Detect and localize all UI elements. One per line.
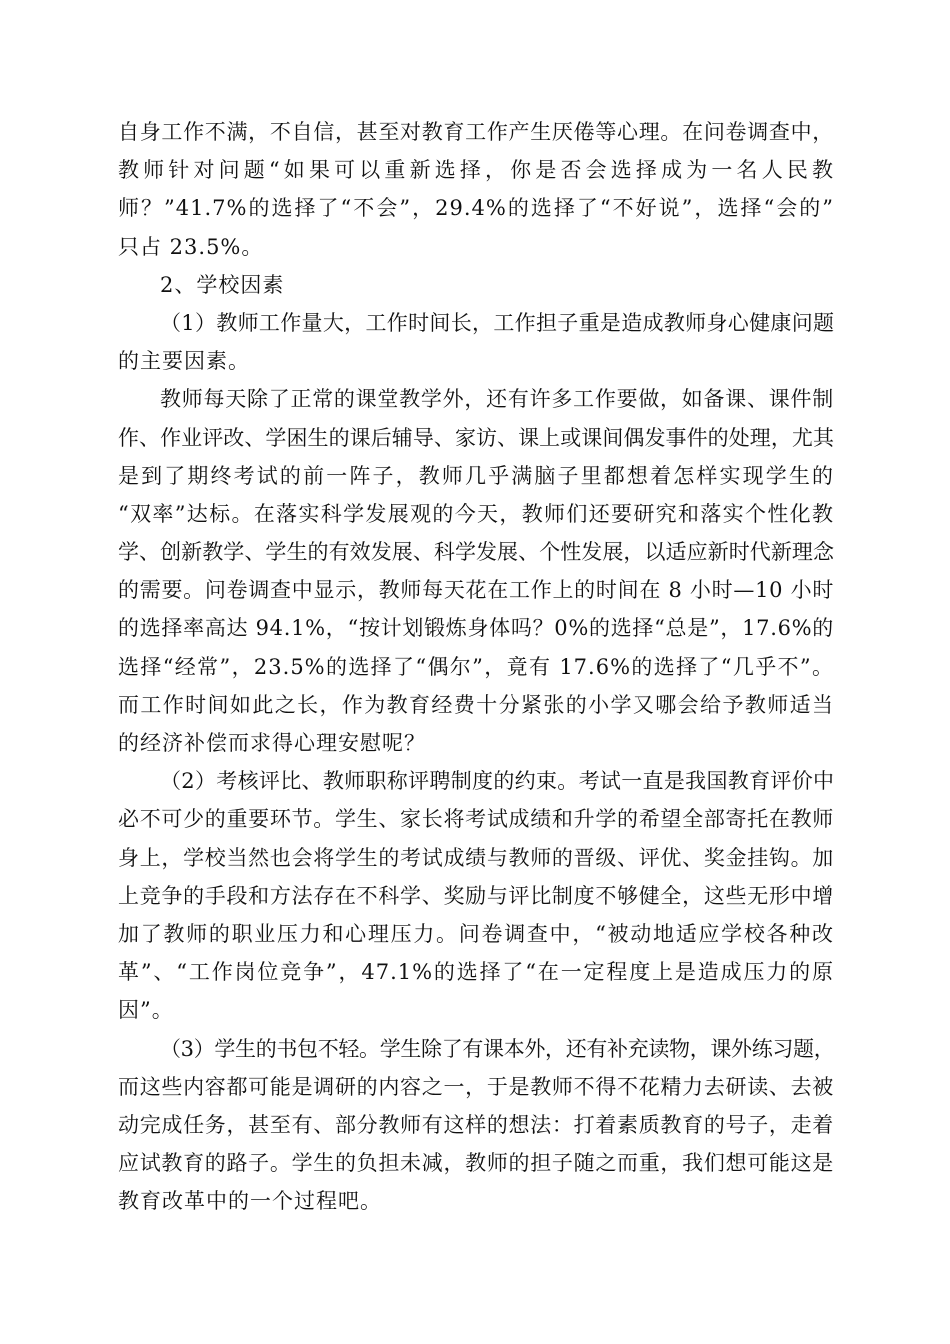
text-line-content: 加了教师的职业压力和心理压力。问卷调查中，“被动地适应学校各种改 bbox=[118, 921, 834, 946]
text-line bbox=[118, 495, 834, 533]
text-line bbox=[118, 189, 834, 227]
text-line bbox=[118, 915, 834, 953]
text-line bbox=[118, 1106, 834, 1144]
text-line-content: 的需要。问卷调查中显示，教师每天花在工作上的时间在 8 小时—10 小时 bbox=[118, 578, 835, 603]
text-line bbox=[118, 991, 834, 1029]
text-line bbox=[118, 1030, 834, 1068]
text-line-content: 自身工作不满，不自信，甚至对教育工作产生厌倦等心理。在问卷调查中， bbox=[118, 120, 834, 144]
text-line bbox=[118, 762, 834, 800]
text-line bbox=[118, 609, 834, 647]
text-line-content: 学、创新教学、学生的有效发展、科学发展、个性发展，以适应新时代新理念 bbox=[118, 540, 834, 565]
text-line bbox=[118, 1144, 834, 1182]
text-line bbox=[118, 839, 834, 877]
text-line bbox=[118, 1068, 834, 1106]
text-line bbox=[118, 151, 834, 189]
text-line bbox=[118, 800, 834, 838]
text-line-content: 是到了期终考试的前一阵子，教师几乎满脑子里都想着怎样实现学生的 bbox=[118, 463, 834, 488]
text-line-content: 动完成任务，甚至有、部分教师有这样的想法：打着素质教育的号子，走着 bbox=[118, 1112, 834, 1137]
text-line-content: 身上，学校当然也会将学生的考试成绩与教师的晋级、评优、奖金挂钩。加 bbox=[118, 845, 834, 870]
text-line-content: 作、作业评改、学困生的课后辅导、家访、课上或课间偶发事件的处理，尤其 bbox=[118, 425, 834, 450]
text-line bbox=[118, 953, 834, 991]
text-line-content: 只占 23.5%。 bbox=[118, 234, 264, 259]
text-line bbox=[118, 113, 834, 151]
text-line-content: 选择“经常”，23.5%的选择了“偶尔”，竟有 17.6%的选择了“几乎不”。 bbox=[118, 654, 834, 679]
text-line-content: 而工作时间如此之长，作为教育经费十分紧张的小学又哪会给予教师适当 bbox=[118, 692, 834, 717]
text-line-content: 必不可少的重要环节。学生、家长将考试成绩和升学的希望全部寄托在教师 bbox=[118, 807, 834, 832]
text-line-content: “双率”达标。在落实科学发展观的今天，教师们还要研究和落实个性化教 bbox=[118, 501, 834, 526]
text-line-content: 2、学校因素 bbox=[160, 272, 285, 297]
text-line-content: （2）考核评比、教师职称评聘制度的约束。考试一直是我国教育评价中 bbox=[160, 769, 835, 794]
text-line bbox=[118, 877, 834, 915]
text-line bbox=[118, 380, 834, 418]
text-line-content: 革”、“工作岗位竞争”，47.1%的选择了“在一定程度上是造成压力的原 bbox=[118, 960, 834, 985]
text-line bbox=[118, 228, 834, 266]
text-line-content: 的选择率高达 94.1%，“按计划锻炼身体吗？0%的选择“总是”，17.6%的 bbox=[118, 616, 834, 641]
text-line bbox=[118, 686, 834, 724]
text-line-content: 教师针对问题“如果可以重新选择，你是否会选择成为一名人民教 bbox=[118, 158, 834, 183]
text-line-content: 教师每天除了正常的课堂教学外，还有许多工作要做，如备课、课件制 bbox=[160, 387, 834, 412]
text-line-content: 教育改革中的一个过程吧。 bbox=[118, 1189, 382, 1214]
document-page bbox=[118, 113, 834, 1220]
text-line bbox=[118, 419, 834, 457]
text-line-content: 而这些内容都可能是调研的内容之一，于是教师不得不花精力去研读、去被 bbox=[118, 1074, 834, 1099]
text-line bbox=[118, 648, 834, 686]
text-line bbox=[118, 266, 834, 304]
text-line-content: 应试教育的路子。学生的负担未减，教师的担子随之而重，我们想可能这是 bbox=[118, 1151, 834, 1176]
text-line bbox=[118, 457, 834, 495]
text-line bbox=[118, 304, 834, 342]
text-line bbox=[118, 571, 834, 609]
text-line-content: 因”。 bbox=[118, 998, 174, 1023]
text-line bbox=[118, 533, 834, 571]
text-line-content: 师？”41.7%的选择了“不会”，29.4%的选择了“不好说”，选择“会的” bbox=[118, 196, 834, 221]
text-line-content: 的经济补偿而求得心理安慰呢？ bbox=[118, 731, 426, 755]
text-line-content: （3）学生的书包不轻。学生除了有课本外，还有补充读物，课外练习题， bbox=[160, 1036, 835, 1061]
text-line-content: （1）教师工作量大，工作时间长，工作担子重是造成教师身心健康问题 bbox=[160, 310, 835, 335]
text-line bbox=[118, 342, 834, 380]
text-line bbox=[118, 724, 834, 762]
text-line-content: 的主要因素。 bbox=[118, 349, 250, 374]
text-line bbox=[118, 1182, 834, 1220]
text-line-content: 上竞争的手段和方法存在不科学、奖励与评比制度不够健全，这些无形中增 bbox=[118, 883, 834, 908]
